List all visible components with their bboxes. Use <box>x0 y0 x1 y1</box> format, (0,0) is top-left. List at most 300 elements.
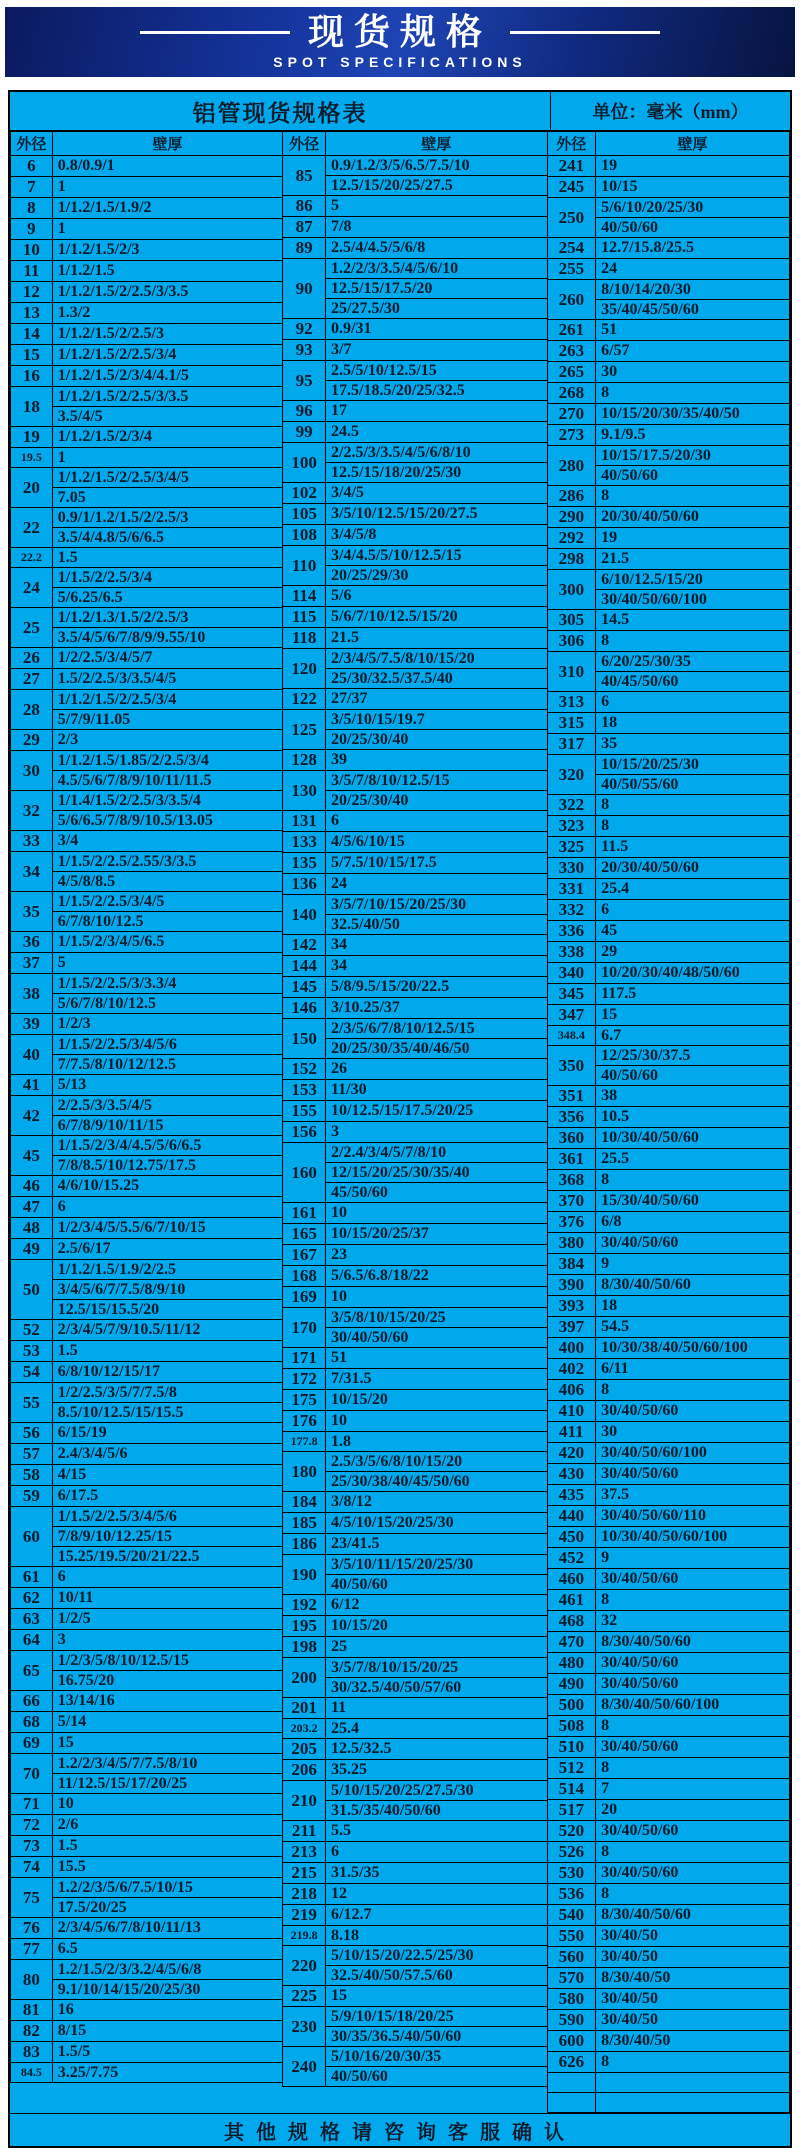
table-row <box>283 750 547 771</box>
wall-cell: 5/6.5/6.8/18/22 <box>326 1266 548 1287</box>
table-row <box>11 690 283 710</box>
wall-cell: 3.5/4/5 <box>52 407 283 427</box>
table-row <box>11 872 283 892</box>
od-cell: 203.2 <box>283 1719 326 1739</box>
table-row <box>547 1485 789 1506</box>
table-row <box>283 1698 547 1719</box>
od-cell: 230 <box>283 2007 326 2047</box>
wall-cell: 1/1.5/2/2.5/3/3.3/4 <box>52 974 283 994</box>
wall-cell: 40/50/60 <box>596 218 790 238</box>
wall-cell: 3/4 <box>52 831 283 852</box>
table-row <box>283 853 547 874</box>
od-cell: 240 <box>283 2047 326 2087</box>
table-row <box>11 1547 283 1567</box>
wall-cell: 30/40/50/60/100 <box>596 590 790 610</box>
table-row <box>11 1362 283 1383</box>
table-row <box>11 710 283 730</box>
wall-cell: 1.5/2/2.5/3/3.5/4/5 <box>52 669 283 690</box>
wall-cell: 7/31.5 <box>326 1369 548 1390</box>
table-row <box>547 507 789 528</box>
od-cell: 86 <box>283 196 326 217</box>
table-row <box>547 1170 789 1191</box>
banner-title: 现货规格 <box>307 11 492 52</box>
wall-cell: 1.5 <box>52 1836 283 1857</box>
wall-cell: 40/50/60 <box>596 1066 790 1086</box>
wall-cell: 25.5 <box>596 1149 790 1170</box>
table-row <box>547 259 789 280</box>
wall-cell: 20 <box>596 1800 790 1821</box>
od-cell: 160 <box>283 1143 326 1203</box>
wall-cell: 40/50/60 <box>596 466 790 486</box>
od-cell: 90 <box>283 259 326 319</box>
table-row <box>11 324 283 345</box>
table-row <box>547 900 789 921</box>
od-cell: 219.8 <box>283 1926 326 1946</box>
od-cell: 60 <box>11 1507 53 1567</box>
wall-cell: 8 <box>596 1380 790 1401</box>
od-cell: 170 <box>283 1308 326 1348</box>
wall-cell: 30/40/50 <box>596 1989 790 2010</box>
wall-cell: 1 <box>52 219 283 240</box>
wall-cell: 30/40/50/60 <box>596 1821 790 1842</box>
wall-cell: 3/4/5/6/7/7.5/8/9/10 <box>52 1280 283 1300</box>
wall-cell: 10/30/38/40/50/60/100 <box>596 1338 790 1359</box>
wall-cell: 1/2/5 <box>52 1609 283 1630</box>
wall-cell: 5/6/6.5/7/8/9/10.5/13.05 <box>52 811 283 831</box>
table-row <box>11 669 283 690</box>
od-cell <box>547 2073 596 2093</box>
wall-cell: 1.3/2 <box>52 303 283 324</box>
wall-cell: 3.25/7.75 <box>52 2063 283 2083</box>
table-row <box>11 1197 283 1218</box>
wall-cell: 4/5/6/10/15 <box>326 832 548 853</box>
table-row <box>11 1320 283 1341</box>
wall-cell: 12.5/15/15.5/20 <box>52 1300 283 1320</box>
od-cell: 146 <box>283 998 326 1019</box>
table-row <box>11 811 283 831</box>
table-row <box>547 1842 789 1863</box>
od-cell: 125 <box>283 710 326 750</box>
od-cell: 250 <box>547 198 596 238</box>
wall-cell: 8 <box>596 816 790 837</box>
table-row <box>547 879 789 900</box>
od-cell: 570 <box>547 1968 596 1989</box>
od-cell: 356 <box>547 1107 596 1128</box>
wall-cell: 35/40/45/50/60 <box>596 300 790 320</box>
od-cell: 260 <box>547 280 596 320</box>
table-row <box>547 1632 789 1653</box>
table-row <box>283 1884 547 1905</box>
table-row <box>547 2073 789 2093</box>
table-row <box>11 345 283 366</box>
wall-header: 壁厚 <box>596 132 790 156</box>
wall-cell: 34 <box>326 935 548 956</box>
table-row <box>11 771 283 791</box>
wall-cell: 7/8/9/10/12.25/15 <box>52 1527 283 1547</box>
od-cell: 600 <box>547 2031 596 2052</box>
table-row <box>283 956 547 977</box>
wall-cell: 12.5/15/18/20/25/30 <box>326 463 548 483</box>
table-row <box>283 710 547 730</box>
table-row <box>283 628 547 649</box>
table-row <box>547 858 789 879</box>
wall-cell: 18 <box>596 1296 790 1317</box>
od-cell: 12 <box>11 282 53 303</box>
table-row <box>283 1143 547 1163</box>
wall-cell: 30/40/50/60/110 <box>596 1506 790 1527</box>
od-cell: 550 <box>547 1926 596 1947</box>
wall-cell: 8/30/40/50/60 <box>596 1905 790 1926</box>
table-row <box>547 1254 789 1275</box>
table-row <box>11 994 283 1014</box>
wall-cell: 4/6/10/15.25 <box>52 1176 283 1197</box>
od-cell: 48 <box>11 1218 53 1239</box>
table-row <box>11 1630 283 1651</box>
table-row <box>11 240 283 261</box>
wall-cell: 5/6 <box>326 586 548 607</box>
wall-cell: 10 <box>52 1794 283 1815</box>
wall-cell: 32.5/40/50 <box>326 915 548 935</box>
wall-cell: 1.8 <box>326 1432 548 1452</box>
table-row <box>547 1464 789 1485</box>
od-cell: 320 <box>547 755 596 795</box>
table-title: 铝管现货规格表 <box>10 92 551 130</box>
od-cell: 298 <box>547 549 596 570</box>
table-row <box>283 401 547 422</box>
wall-cell: 5/10/15/20/25/27.5/30 <box>326 1781 548 1801</box>
wall-cell: 1/1.2/1.5/2/2.5/3 <box>52 324 283 345</box>
table-row <box>547 1653 789 1674</box>
od-cell: 411 <box>547 1422 596 1443</box>
wall-cell: 20/25/30/40 <box>326 730 548 750</box>
wall-cell: 6/10/12.5/15/20 <box>596 570 790 590</box>
wall-cell: 3/5/10/15/19.7 <box>326 710 548 730</box>
wall-cell: 0.9/1.2/3/5/6.5/7.5/10 <box>326 156 548 176</box>
table-row <box>547 610 789 631</box>
wall-cell: 10/30/40/50/60 <box>596 1128 790 1149</box>
od-cell: 336 <box>547 921 596 942</box>
table-row <box>547 837 789 858</box>
od-cell: 410 <box>547 1401 596 1422</box>
od-cell: 530 <box>547 1863 596 1884</box>
od-cell: 114 <box>283 586 326 607</box>
table-row <box>547 362 789 383</box>
wall-cell: 1/2/2.5/3/4/5/7 <box>52 648 283 669</box>
wall-cell: 1.2/1.5/2/3/3.2/4/5/6/8 <box>52 1960 283 1980</box>
wall-cell: 2/2.4/3/4/5/7/8/10 <box>326 1143 548 1163</box>
od-cell: 517 <box>547 1800 596 1821</box>
table-row <box>11 1609 283 1630</box>
wall-cell: 30/40/50 <box>596 2010 790 2031</box>
table-row <box>547 486 789 507</box>
wall-cell: 4/5/10/15/20/25/30 <box>326 1513 548 1534</box>
od-cell: 161 <box>283 1203 326 1224</box>
od-cell: 280 <box>547 446 596 486</box>
wall-cell: 8/30/40/50/60/100 <box>596 1695 790 1716</box>
od-cell: 450 <box>547 1527 596 1548</box>
od-cell: 460 <box>547 1569 596 1590</box>
table-row <box>11 1341 283 1362</box>
table-row <box>11 648 283 669</box>
wall-cell: 20/25/29/30 <box>326 566 548 586</box>
table-row <box>11 1116 283 1136</box>
table-row <box>283 977 547 998</box>
table-row <box>11 1960 283 1980</box>
table-row <box>11 1075 283 1096</box>
spec-group-3 <box>547 131 790 2113</box>
wall-cell: 32.5/40/50/57.5/60 <box>326 1966 548 1986</box>
wall-cell: 15 <box>596 1005 790 1026</box>
table-row <box>547 713 789 734</box>
wall-cell: 1/1.2/1.5/2/3/4/4.1/5 <box>52 366 283 387</box>
od-cell: 402 <box>547 1359 596 1380</box>
wall-cell: 5/8/9.5/15/20/22.5 <box>326 977 548 998</box>
table-row <box>11 892 283 912</box>
wall-cell: 25/30/32.5/37.5/40 <box>326 669 548 689</box>
table-row <box>547 1128 789 1149</box>
wall-cell: 8/30/40/50/60 <box>596 1632 790 1653</box>
table-row <box>547 2031 789 2052</box>
od-cell: 74 <box>11 1857 53 1878</box>
od-cell: 95 <box>283 361 326 401</box>
wall-cell: 6 <box>52 1567 283 1588</box>
table-row <box>283 1905 547 1926</box>
table-row <box>283 525 547 546</box>
table-row <box>11 1444 283 1465</box>
table-row <box>283 1224 547 1245</box>
od-cell: 20 <box>11 468 53 508</box>
wall-cell: 1/1.2/1.5/2/2.5/3/4 <box>52 345 283 366</box>
wall-cell: 10/15/20/25/37 <box>326 1224 548 1245</box>
od-cell: 145 <box>283 977 326 998</box>
od-cell: 165 <box>283 1224 326 1245</box>
table-row <box>283 874 547 895</box>
table-row <box>11 1671 283 1691</box>
table-row <box>283 832 547 853</box>
od-cell: 430 <box>547 1464 596 1485</box>
table-row <box>11 1754 283 1774</box>
od-cell: 340 <box>547 963 596 984</box>
table-row <box>547 1086 789 1107</box>
wall-cell: 37.5 <box>596 1485 790 1506</box>
table-row <box>11 2000 283 2021</box>
table-row <box>283 586 547 607</box>
banner-subtitle: SPOT SPECIFICATIONS <box>273 54 527 70</box>
od-cell: 75 <box>11 1878 53 1918</box>
wall-cell: 25/30/38/40/45/50/60 <box>326 1472 548 1492</box>
wall-cell: 45 <box>596 921 790 942</box>
od-cell: 64 <box>11 1630 53 1651</box>
od-cell: 210 <box>283 1781 326 1821</box>
wall-cell: 1/1.5/2/2.5/3/4 <box>52 568 283 588</box>
table-row <box>547 963 789 984</box>
table-row <box>547 1779 789 1800</box>
table-row <box>547 1005 789 1026</box>
od-cell: 200 <box>283 1658 326 1698</box>
od-cell <box>547 2093 596 2113</box>
table-row <box>11 912 283 932</box>
banner-right-line <box>510 31 660 34</box>
table-row <box>283 689 547 710</box>
wall-cell: 8 <box>596 795 790 816</box>
wall-cell: 10.5 <box>596 1107 790 1128</box>
wall-cell: 23 <box>326 1245 548 1266</box>
wall-cell: 35.25 <box>326 1760 548 1781</box>
wall-cell: 15 <box>52 1733 283 1754</box>
wall-cell: 25.4 <box>326 1719 548 1739</box>
table-row <box>283 607 547 628</box>
wall-cell: 3.5/4/4.8/5/6/6.5 <box>52 528 283 548</box>
od-cell: 167 <box>283 1245 326 1266</box>
wall-cell <box>596 2073 790 2093</box>
table-row <box>547 198 789 218</box>
wall-cell: 26 <box>326 1059 548 1080</box>
od-cell: 420 <box>547 1443 596 1464</box>
table-row <box>11 1486 283 1507</box>
table-row <box>283 1513 547 1534</box>
od-cell: 180 <box>283 1452 326 1492</box>
wall-cell: 7 <box>596 1779 790 1800</box>
table-row <box>547 1380 789 1401</box>
table-row <box>11 528 283 548</box>
table-row <box>547 425 789 446</box>
wall-cell: 20/30/40/50/60 <box>596 507 790 528</box>
od-cell: 368 <box>547 1170 596 1191</box>
table-row <box>547 942 789 963</box>
od-cell: 461 <box>547 1590 596 1611</box>
od-cell: 66 <box>11 1691 53 1712</box>
od-cell: 338 <box>547 942 596 963</box>
od-cell: 171 <box>283 1348 326 1369</box>
table-row <box>11 1055 283 1075</box>
wall-cell: 45/50/60 <box>326 1183 548 1203</box>
od-cell: 300 <box>547 570 596 610</box>
od-cell: 490 <box>547 1674 596 1695</box>
od-cell: 220 <box>283 1946 326 1986</box>
od-cell: 72 <box>11 1815 53 1836</box>
table-row <box>547 341 789 362</box>
table-row <box>11 791 283 811</box>
wall-cell: 2/3/4/5/6/7/8/10/11/13 <box>52 1918 283 1939</box>
table-row <box>547 692 789 713</box>
wall-cell: 2.4/3/4/5/6 <box>52 1444 283 1465</box>
od-cell: 292 <box>547 528 596 549</box>
wall-cell: 18 <box>596 713 790 734</box>
wall-cell: 15/30/40/50/60 <box>596 1191 790 1212</box>
wall-cell: 10 <box>326 1287 548 1308</box>
table-row <box>283 361 547 381</box>
table-row <box>11 628 283 648</box>
table-row <box>283 1348 547 1369</box>
table-row <box>547 1611 789 1632</box>
table-row <box>11 1836 283 1857</box>
table-row <box>547 1107 789 1128</box>
wall-cell: 1 <box>52 448 283 468</box>
wall-cell: 4/5/8/8.5 <box>52 872 283 892</box>
od-cell: 73 <box>11 1836 53 1857</box>
wall-cell: 6/11 <box>596 1359 790 1380</box>
wall-cell: 30/40/50/60 <box>596 1464 790 1485</box>
table-row <box>11 1857 283 1878</box>
od-cell: 380 <box>547 1233 596 1254</box>
table-row <box>11 198 283 219</box>
wall-cell <box>596 2093 790 2113</box>
wall-cell: 12.5/15/20/25/27.5 <box>326 176 548 196</box>
od-cell: 176 <box>283 1411 326 1432</box>
wall-cell: 30/40/50/60 <box>596 1569 790 1590</box>
od-cell: 84.5 <box>11 2063 53 2083</box>
wall-cell: 8 <box>596 486 790 507</box>
table-row <box>547 177 789 198</box>
table-row <box>283 1122 547 1143</box>
od-cell: 310 <box>547 652 596 692</box>
od-cell: 87 <box>283 217 326 238</box>
table-row <box>11 1465 283 1486</box>
table-row <box>547 1674 789 1695</box>
wall-cell: 5 <box>52 953 283 974</box>
wall-cell: 8 <box>596 1842 790 1863</box>
od-cell: 118 <box>283 628 326 649</box>
od-cell: 45 <box>11 1136 53 1176</box>
od-cell: 156 <box>283 1122 326 1143</box>
header-row <box>11 132 283 156</box>
od-cell: 211 <box>283 1821 326 1842</box>
wall-cell: 9.1/9.5 <box>596 425 790 446</box>
wall-cell: 1/1.2/1.3/1.5/2/2.5/3 <box>52 608 283 628</box>
wall-cell: 1/1.5/2/3/4/4.5/5/6/6.5 <box>52 1136 283 1156</box>
table-row <box>11 1280 283 1300</box>
table-row <box>11 1733 283 1754</box>
table-row <box>11 1567 283 1588</box>
od-cell: 69 <box>11 1733 53 1754</box>
wall-cell: 3/10.25/37 <box>326 998 548 1019</box>
wall-cell: 17 <box>326 401 548 422</box>
od-cell: 47 <box>11 1197 53 1218</box>
wall-cell: 5/7.5/10/15/17.5 <box>326 853 548 874</box>
table-row <box>283 443 547 463</box>
table-row <box>11 608 283 628</box>
table-row <box>547 1422 789 1443</box>
table-row <box>283 483 547 504</box>
od-cell: 500 <box>547 1695 596 1716</box>
od-cell: 83 <box>11 2042 53 2063</box>
od-cell: 508 <box>547 1716 596 1737</box>
wall-cell: 5.5 <box>326 1821 548 1842</box>
table-row <box>283 1926 547 1946</box>
od-cell: 93 <box>283 340 326 361</box>
table-row <box>283 504 547 525</box>
od-cell: 57 <box>11 1444 53 1465</box>
table-row <box>547 1317 789 1338</box>
wall-cell: 27/37 <box>326 689 548 710</box>
od-cell: 480 <box>547 1653 596 1674</box>
wall-cell: 2.5/6/17 <box>52 1239 283 1260</box>
od-cell: 65 <box>11 1651 53 1691</box>
wall-cell: 5/13 <box>52 1075 283 1096</box>
od-cell: 290 <box>547 507 596 528</box>
wall-cell: 1.2/2/3/3.5/4/5/6/10 <box>326 259 548 279</box>
table-row <box>11 1096 283 1116</box>
wall-cell: 1/1.2/1.5/2/3 <box>52 240 283 261</box>
od-cell: 133 <box>283 832 326 853</box>
table-row <box>11 1712 283 1733</box>
table-row <box>11 488 283 508</box>
od-cell: 14 <box>11 324 53 345</box>
wall-cell: 8.18 <box>326 1926 548 1946</box>
wall-cell: 3 <box>52 1630 283 1651</box>
od-cell: 61 <box>11 1567 53 1588</box>
od-cell: 345 <box>547 984 596 1005</box>
